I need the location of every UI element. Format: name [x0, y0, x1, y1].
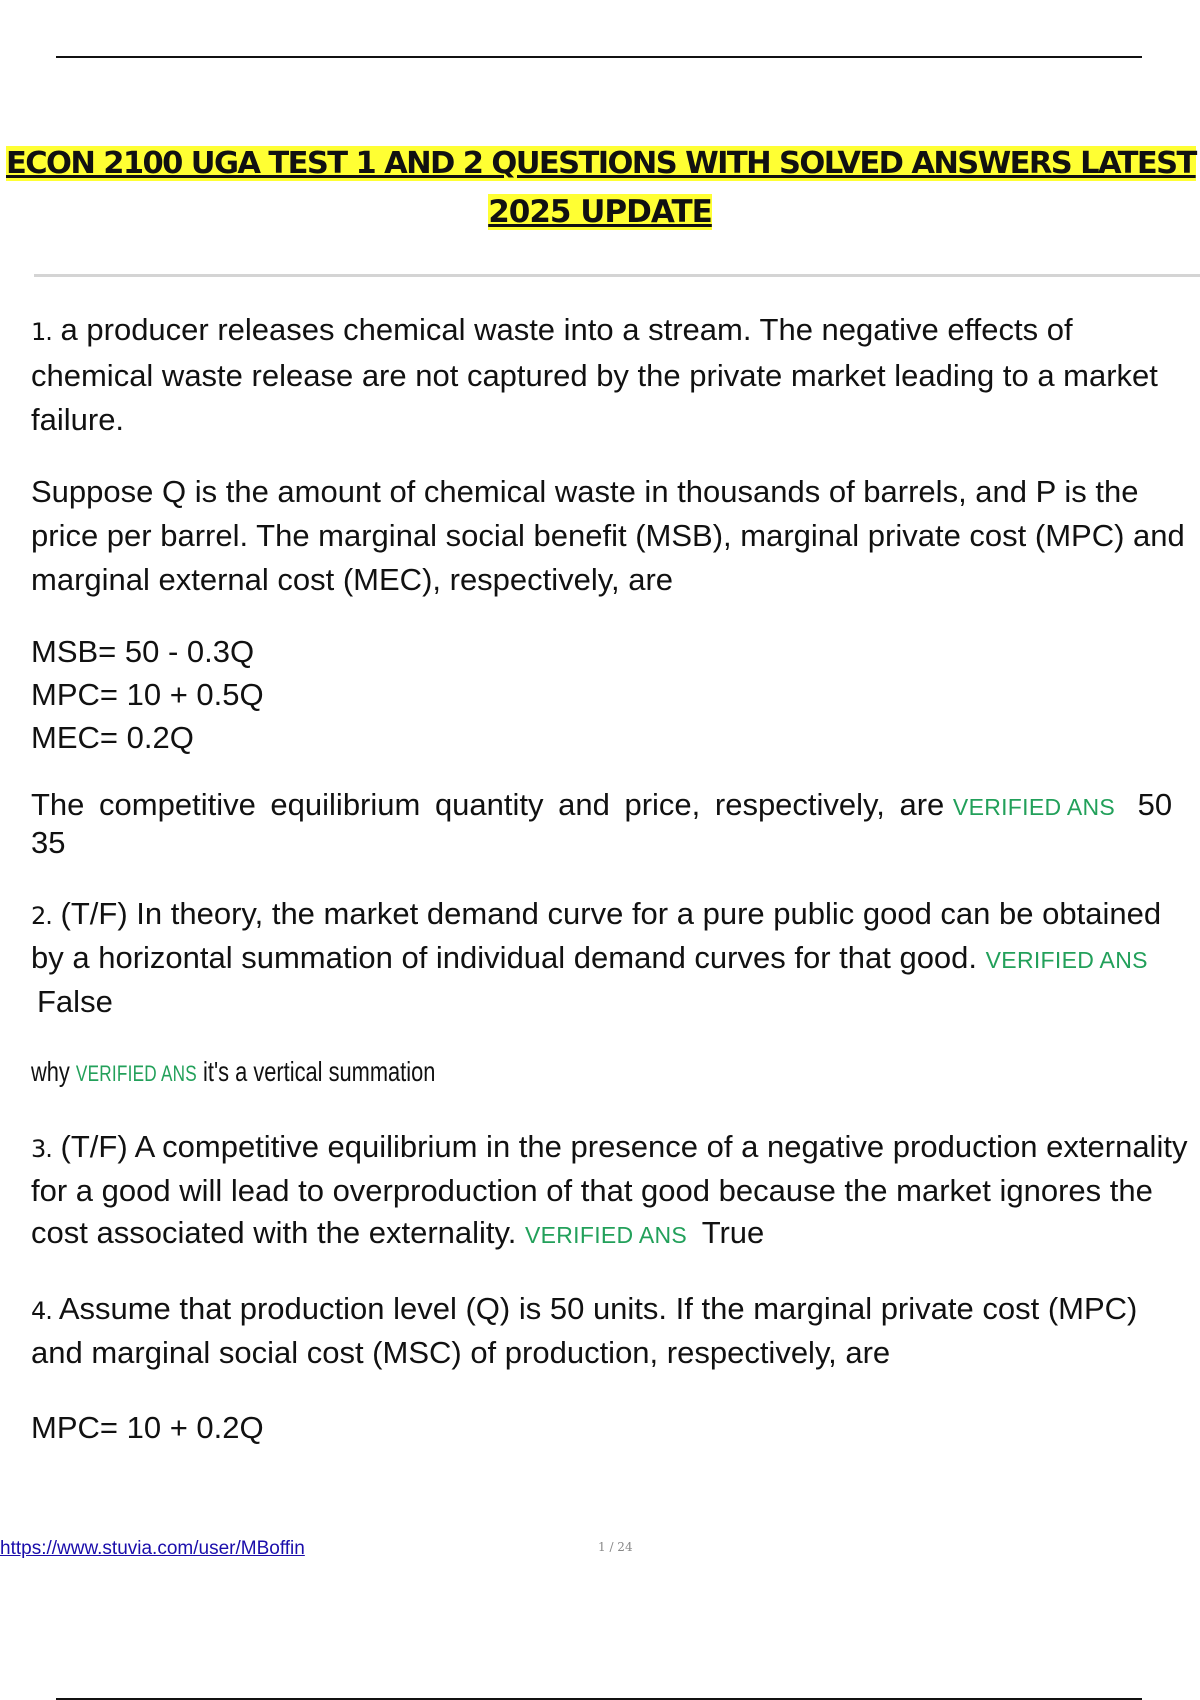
answer-value-2: 35	[31, 825, 66, 860]
equation-mpc-q4: MPC= 10 + 0.2Q	[31, 1410, 264, 1445]
verified-answer-label: VERIFIED ANS	[985, 947, 1148, 973]
footer-link[interactable]: https://www.stuvia.com/user/MBoffin	[0, 1538, 305, 1559]
top-rule	[56, 56, 1142, 58]
page-number: 1 / 24	[598, 1540, 633, 1554]
question-text: (T/F) In theory, the market demand curve for a pure public good can be obtained by a horizontal summation of individual demand curves for that good.	[31, 896, 1162, 975]
question-1	[31, 308, 1191, 442]
question-number: 3.	[31, 1135, 52, 1163]
question-1-prompt	[31, 787, 1191, 861]
answer-value: True	[701, 1215, 765, 1250]
verified-answer-label: VERIFIED ANS	[952, 794, 1116, 820]
why-label: why	[31, 1056, 70, 1087]
document-body	[31, 308, 1191, 1449]
question-text: a producer releases chemical waste into a stream. The negative effects of chemical waste release are not captured by the private market leading to a market failure.	[31, 312, 1158, 437]
question-number: 4.	[31, 1297, 52, 1325]
verified-answer-label: VERIFIED ANS	[524, 1222, 688, 1248]
question-text: Assume that production level (Q) is 50 units. If the marginal private cost (MPC) and marginal social cost (MSC) of production, respectively, are	[31, 1291, 1138, 1370]
verified-answer-label: VERIFIED ANS	[75, 1061, 197, 1086]
question-number: 2.	[31, 902, 52, 930]
equation-mpc: MPC= 10 + 0.5Q	[31, 677, 264, 712]
question-2	[31, 893, 1191, 1023]
title-line-1: ECON 2100 UGA TEST 1 AND 2 QUESTIONS WITH SOLVED ANSWERS LATEST	[6, 146, 1196, 181]
answer-value: 50	[1137, 787, 1173, 822]
title-line-2: 2025 UPDATE	[488, 194, 712, 230]
question-2-why	[31, 1051, 1191, 1094]
title-separator	[34, 274, 1200, 277]
why-answer: it's a vertical summation	[203, 1056, 436, 1087]
question-number: 1.	[31, 318, 52, 346]
question-3	[31, 1126, 1191, 1256]
equation-msb: MSB= 50 - 0.3Q	[31, 634, 255, 669]
page-footer	[0, 1538, 1200, 1568]
answer-value: False	[37, 984, 113, 1019]
question-4	[31, 1288, 1191, 1374]
document-title	[0, 140, 1200, 236]
question-text: (T/F) A competitive equilibrium in the presence of a negative production externality for a good will lead to overproduction of that good because the market ignores the cost associated with the externality.	[31, 1129, 1188, 1250]
question-1-context: Suppose Q is the amount of chemical waste in thousands of barrels, and P is the price per barrel. The marginal social benefit (MSB), marginal private cost (MPC) and marginal external cost (MEC), respectively, are	[31, 474, 1185, 597]
equation-mec: MEC= 0.2Q	[31, 720, 194, 755]
prompt-text: The competitive equilibrium quantity and price, respectively, are	[31, 787, 945, 822]
